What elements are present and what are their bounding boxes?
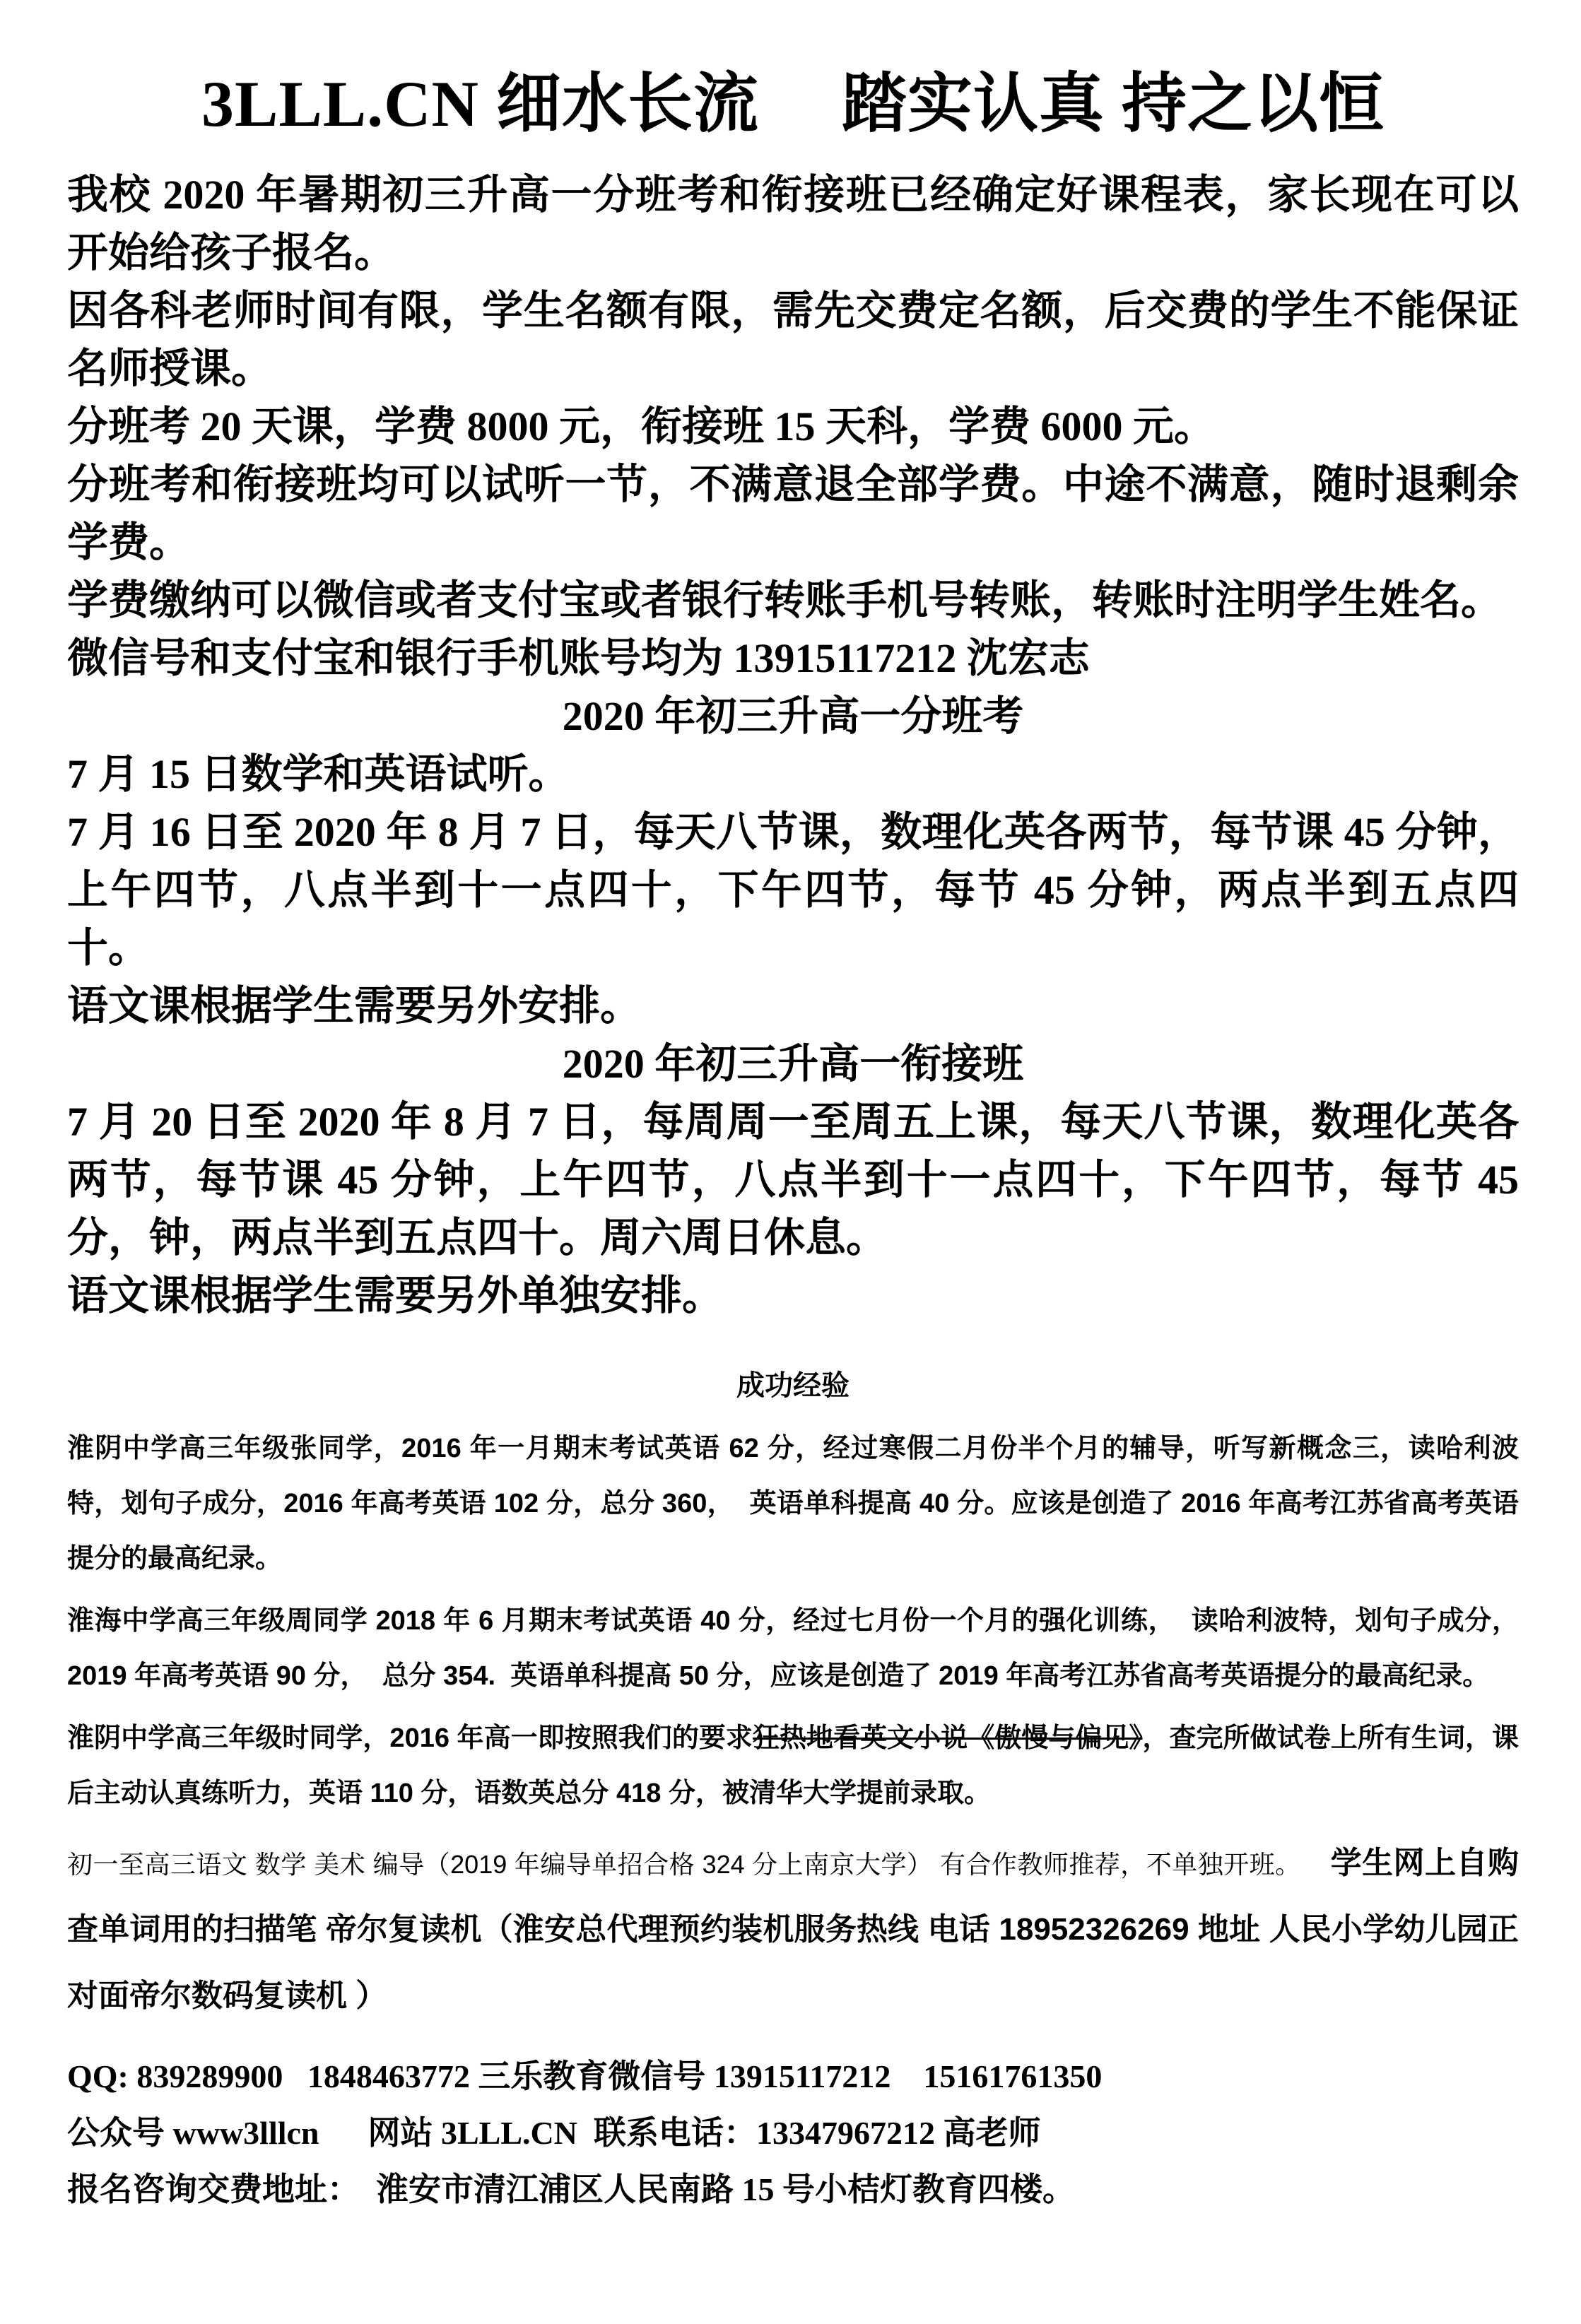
intro-paragraph-quota: 因各科老师时间有限，学生名额有限，需先交费定名额，后交费的学生不能保证名师授课。 [67,288,1519,391]
contact-block [67,2048,1519,2218]
placement-exam-chinese-line: 语文课根据学生需要另外安排。 [67,983,642,1029]
success-case-shi-after: ，查完所做试卷上所有生词，课后主动认真练听力，英语 110 分，语数英总分 418 分，被清华大学提前录取。 [67,1723,1519,1808]
success-case-zhang: 淮阴中学高三年级张同学，2016 年一月期末考试英语 62 分，经过寒假二月份半个月的辅导，听写新概念三，读哈利波特，划句子成分，2016 年高考英语 102 分，总分 360， 英语单科提高 40 分。应该是创造了 2016 年高考江苏省高考英语提分的最高纪录。 [67,1434,1519,1574]
placement-exam-trial-line: 7 月 15 日数学和英语试听。 [67,751,570,797]
public-account-line: 公众号 www3lllcn 网站 3LLL.CN 联系电话：13347967212 高老师 [67,2115,1041,2151]
scanner-pen-notice: 学生网上自购查单词用的扫描笔 帝尔复读机（淮安总代理预约装机服务热线 电话 18952326269 地址 人民小学幼儿园正对面帝尔数码复读机 ） [67,1846,1519,2013]
success-section-heading: 成功经验 [736,1370,850,1401]
intro-paragraph-tuition: 分班考 20 天课，学费 8000 元，衔接班 15 天科，学费 6000 元。 [67,403,1216,449]
success-case-shi-strikethrough: 狂热地看英文小说《傲慢与偏见》 [752,1723,1143,1753]
bridge-class-heading: 2020 年初三升高一衔接班 [562,1041,1024,1087]
other-courses-text: 初一至高三语文 数学 美术 编导（2019 年编导单招合格 324 分上南京大学） 有合作教师推荐，不单独开班。 [67,1850,1331,1879]
success-case-shi [67,1711,1519,1821]
success-case-shi-before: 淮阴中学高三年级时同学，2016 年高一即按照我们的要求 [67,1723,753,1753]
intro-paragraph-account: 微信号和支付宝和银行手机账号均为 13915117212 沈宏志 [67,635,1090,681]
intro-paragraph-enrollment: 我校 2020 年暑期初三升高一分班考和衔接班已经确定好课程表，家长现在可以开始给孩子报名。 [67,172,1519,276]
address-line: 报名咨询交费地址： 淮安市清江浦区人民南路 15 号小桔灯教育四楼。 [67,2171,1075,2207]
intro-paragraph-payment: 学费缴纳可以微信或者支付宝或者银行转账手机号转账，转账时注明学生姓名。 [67,577,1503,623]
intro-paragraph-refund: 分班考和衔接班均可以试听一节，不满意退全部学费。中途不满意，随时退剩余学费。 [67,461,1519,565]
placement-exam-heading: 2020 年初三升高一分班考 [562,693,1024,739]
qq-line: QQ: 839289900 1848463772 三乐教育微信号 13915117212 15161761350 [67,2058,1103,2094]
bridge-class-chinese-line: 语文课根据学生需要另外单独安排。 [67,1273,724,1319]
other-courses-paragraph [67,1831,1519,2030]
page-title: 3LLL.CN 细水长流 踏实认真 持之以恒 [201,68,1385,140]
bridge-class-schedule-line: 7 月 20 日至 2020 年 8 月 7 日，每周周一至周五上课，每天八节课，数理化英各两节，每节课 45 分钟，上午四节，八点半到十一点四十，下午四节，每节 45 分，钟，两点半到五点四十。周六周日休息。 [67,1099,1529,1261]
placement-exam-schedule-line: 7 月 16 日至 2020 年 8 月 7 日，每天八节课，数理化英各两节，每节课 45 分钟，上午四节，八点半到十一点四十，下午四节，每节 45 分钟，两点半到五点四十。 [67,809,1519,971]
success-case-zhou: 淮海中学高三年级周同学 2018 年 6 月期末考试英语 40 分，经过七月份一个月的强化训练， 读哈利波特，划句子成分，2019 年高考英语 90 分， 总分 354. 英语单科提高 50 分，应该是创造了 2019 年高考江苏省高考英语提分的最高纪录。 [67,1606,1519,1691]
